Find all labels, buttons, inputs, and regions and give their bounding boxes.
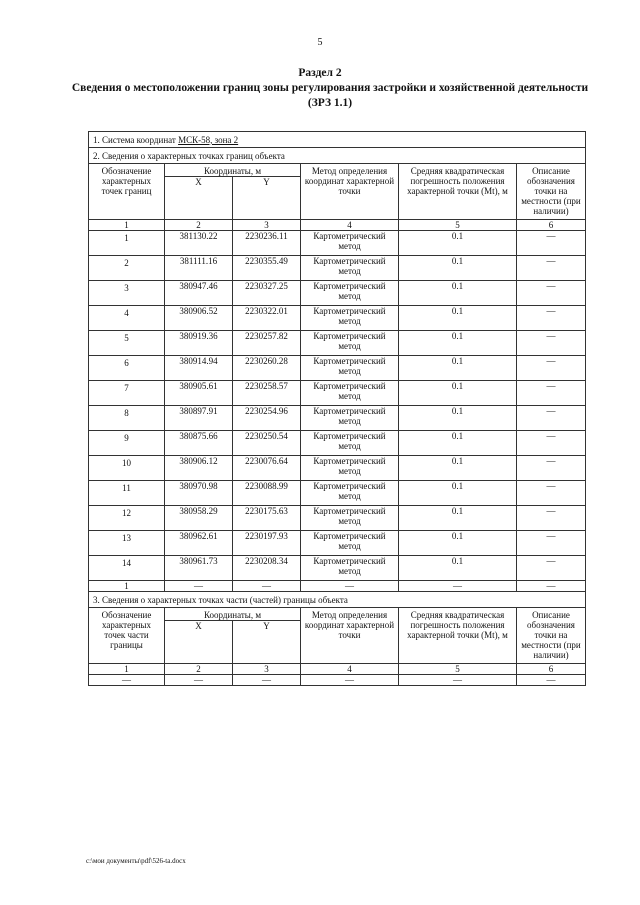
point-error: —: [399, 581, 517, 592]
point-number: 5: [89, 331, 165, 356]
point-number: 8: [89, 406, 165, 431]
point-y: —: [233, 581, 301, 592]
point-method: Картометрический метод: [301, 306, 399, 331]
column-number: 2: [165, 664, 233, 675]
header-method: Метод определения координат характерной точки: [301, 608, 399, 664]
header-description: Описание обозначения точки на местности (при наличии): [517, 164, 586, 220]
column-numbers-row: [89, 220, 586, 231]
point-error: 0.1: [399, 481, 517, 506]
point-number: 1: [89, 581, 165, 592]
section3-empty-row: [89, 675, 586, 686]
point-row: [89, 556, 586, 581]
column-number: 2: [165, 220, 233, 231]
column-number: 5: [399, 664, 517, 675]
point-y: 2230254.96: [233, 406, 301, 431]
point-error: 0.1: [399, 506, 517, 531]
point-description: —: [517, 675, 586, 686]
column-numbers-row: [89, 664, 586, 675]
coordinate-system-row: [89, 132, 586, 148]
point-error: 0.1: [399, 231, 517, 256]
point-description: —: [517, 506, 586, 531]
point-method: Картометрический метод: [301, 531, 399, 556]
point-row: [89, 381, 586, 406]
header-y: Y: [233, 621, 301, 664]
header-x: X: [165, 621, 233, 664]
point-description: —: [517, 556, 586, 581]
closing-point-row: [89, 581, 586, 592]
point-description: —: [517, 331, 586, 356]
point-y: 2230088.99: [233, 481, 301, 506]
point-method: Картометрический метод: [301, 331, 399, 356]
header-coordinates: Координаты, м: [165, 164, 301, 177]
point-error: 0.1: [399, 381, 517, 406]
point-row: [89, 531, 586, 556]
header-error: Средняя квадратическая погрешность положения характерной точки (Mt), м: [399, 164, 517, 220]
point-method: Картометрический метод: [301, 481, 399, 506]
column-number: 4: [301, 664, 399, 675]
point-method: Картометрический метод: [301, 406, 399, 431]
point-x: 380906.12: [165, 456, 233, 481]
point-error: 0.1: [399, 281, 517, 306]
point-method: Картометрический метод: [301, 456, 399, 481]
point-description: —: [517, 406, 586, 431]
point-method: Картометрический метод: [301, 431, 399, 456]
coordinates-table: [88, 131, 586, 686]
document-heading: Сведения о местоположении границ зоны регулирования застройки и хозяйственной деятельности (ЗРЗ 1.1): [71, 82, 589, 109]
point-error: 0.1: [399, 306, 517, 331]
point-description: —: [517, 481, 586, 506]
column-number: 6: [517, 220, 586, 231]
point-x: 380905.61: [165, 381, 233, 406]
column-number: 6: [517, 664, 586, 675]
point-number: 11: [89, 481, 165, 506]
column-number: 1: [89, 664, 165, 675]
point-number: 4: [89, 306, 165, 331]
point-y: 2230208.34: [233, 556, 301, 581]
header-y: Y: [233, 177, 301, 220]
point-number: 2: [89, 256, 165, 281]
header-part-point-designation: Обозначение характерных точек части границы: [89, 608, 165, 664]
point-description: —: [517, 431, 586, 456]
point-number: 12: [89, 506, 165, 531]
header-method: Метод определения координат характерной точки: [301, 164, 399, 220]
point-description: —: [517, 256, 586, 281]
point-x: 380919.36: [165, 331, 233, 356]
point-error: 0.1: [399, 456, 517, 481]
coordinate-system-label: 1. Система координат: [93, 134, 176, 145]
point-x: 381130.22: [165, 231, 233, 256]
point-row: [89, 431, 586, 456]
point-y: 2230197.93: [233, 531, 301, 556]
point-x: 380914.94: [165, 356, 233, 381]
point-number: 13: [89, 531, 165, 556]
point-row: [89, 231, 586, 256]
point-error: 0.1: [399, 406, 517, 431]
point-y: 2230250.54: [233, 431, 301, 456]
point-row: [89, 481, 586, 506]
point-y: 2230258.57: [233, 381, 301, 406]
point-row: [89, 406, 586, 431]
point-row: [89, 281, 586, 306]
point-description: —: [517, 381, 586, 406]
point-y: 2230236.11: [233, 231, 301, 256]
point-y: 2230355.49: [233, 256, 301, 281]
section2-title: 2. Сведения о характерных точках границ объекта: [89, 148, 586, 164]
point-x: —: [165, 581, 233, 592]
point-row: [89, 356, 586, 381]
point-description: —: [517, 581, 586, 592]
header-description: Описание обозначения точки на местности (при наличии): [517, 608, 586, 664]
point-x: 380962.61: [165, 531, 233, 556]
point-description: —: [517, 531, 586, 556]
point-number: 14: [89, 556, 165, 581]
point-method: —: [301, 675, 399, 686]
point-row: [89, 256, 586, 281]
header-point-designation: Обозначение характерных точек границ: [89, 164, 165, 220]
point-x: —: [165, 675, 233, 686]
point-x: 380897.91: [165, 406, 233, 431]
header-error: Средняя квадратическая погрешность положения характерной точки (Mt), м: [399, 608, 517, 664]
point-y: 2230175.63: [233, 506, 301, 531]
point-row: [89, 306, 586, 331]
point-x: 380958.29: [165, 506, 233, 531]
point-description: —: [517, 281, 586, 306]
point-x: 380947.46: [165, 281, 233, 306]
column-number: 3: [233, 664, 301, 675]
point-description: —: [517, 231, 586, 256]
point-method: Картометрический метод: [301, 556, 399, 581]
point-method: —: [301, 581, 399, 592]
point-x: 381111.16: [165, 256, 233, 281]
point-y: —: [233, 675, 301, 686]
point-method: Картометрический метод: [301, 231, 399, 256]
column-number: 1: [89, 220, 165, 231]
point-y: 2230076.64: [233, 456, 301, 481]
page-number: 5: [317, 37, 323, 48]
point-number: 10: [89, 456, 165, 481]
point-x: 380875.66: [165, 431, 233, 456]
point-error: —: [399, 675, 517, 686]
point-x: 380970.98: [165, 481, 233, 506]
section-title: Раздел 2: [298, 67, 342, 79]
point-y: 2230327.25: [233, 281, 301, 306]
column-number: 4: [301, 220, 399, 231]
point-method: Картометрический метод: [301, 281, 399, 306]
coordinate-system-value: МСК-58, зона 2: [178, 134, 239, 145]
point-description: —: [517, 456, 586, 481]
point-number: 3: [89, 281, 165, 306]
point-error: 0.1: [399, 556, 517, 581]
point-error: 0.1: [399, 256, 517, 281]
point-number: 9: [89, 431, 165, 456]
header-coordinates: Координаты, м: [165, 608, 301, 621]
point-error: 0.1: [399, 356, 517, 381]
point-number: 7: [89, 381, 165, 406]
header-x: X: [165, 177, 233, 220]
point-row: [89, 331, 586, 356]
point-row: [89, 506, 586, 531]
point-y: 2230260.28: [233, 356, 301, 381]
point-description: —: [517, 306, 586, 331]
point-error: 0.1: [399, 431, 517, 456]
point-error: 0.1: [399, 531, 517, 556]
point-number: —: [89, 675, 165, 686]
point-y: 2230257.82: [233, 331, 301, 356]
point-number: 6: [89, 356, 165, 381]
point-number: 1: [89, 231, 165, 256]
point-row: [89, 456, 586, 481]
section3-title: 3. Сведения о характерных точках части (частей) границы объекта: [89, 592, 586, 608]
point-error: 0.1: [399, 331, 517, 356]
point-method: Картометрический метод: [301, 256, 399, 281]
point-x: 380961.73: [165, 556, 233, 581]
column-number: 3: [233, 220, 301, 231]
point-y: 2230322.01: [233, 306, 301, 331]
column-number: 5: [399, 220, 517, 231]
point-method: Картометрический метод: [301, 381, 399, 406]
file-path-footer: c:\мои документы\pdf\526-ta.docx: [86, 857, 186, 865]
point-method: Картометрический метод: [301, 506, 399, 531]
point-description: —: [517, 356, 586, 381]
point-method: Картометрический метод: [301, 356, 399, 381]
point-x: 380906.52: [165, 306, 233, 331]
